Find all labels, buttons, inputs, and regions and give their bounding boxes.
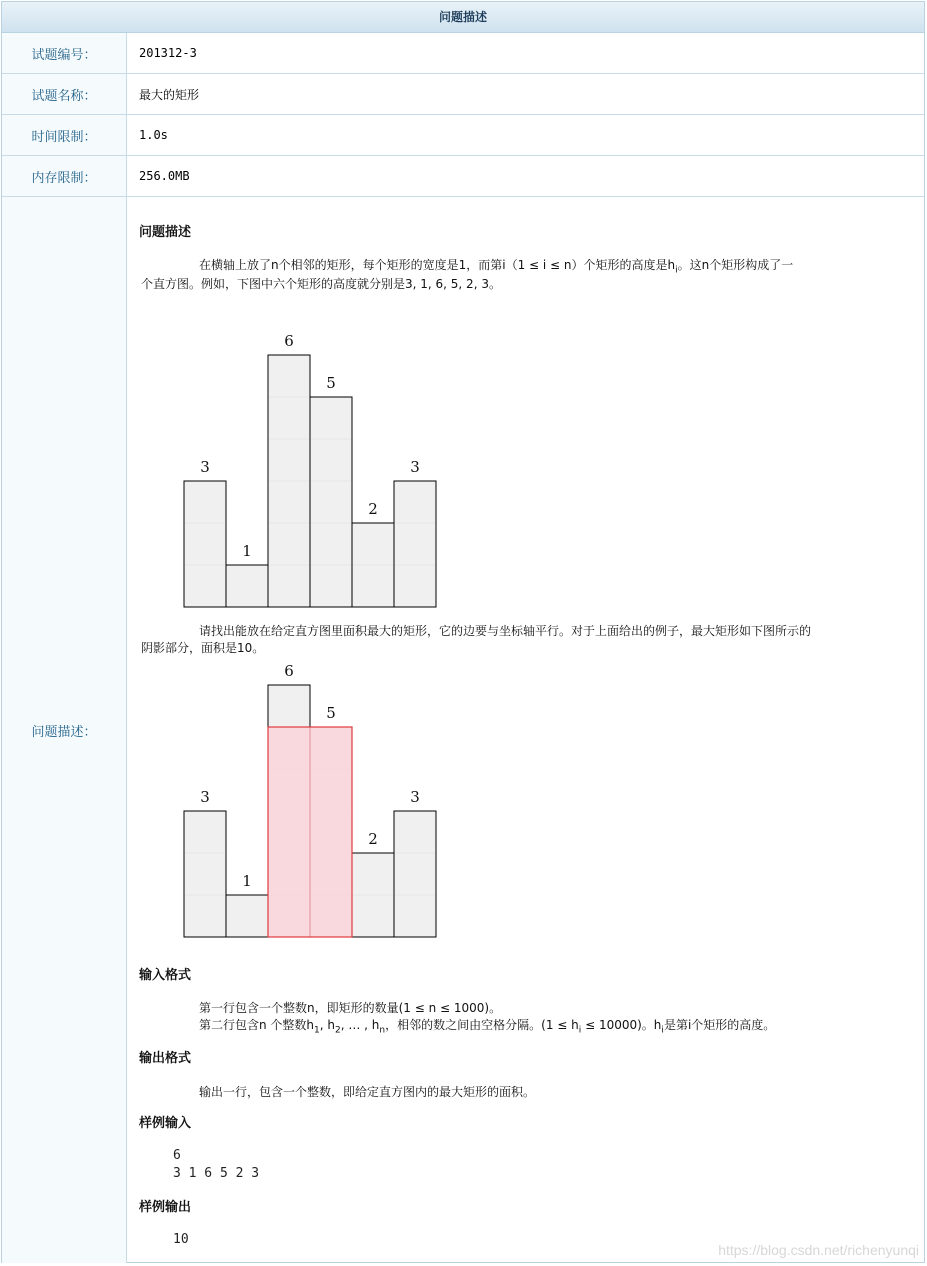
field-label: 内存限制：: [2, 156, 127, 196]
bar-value-label: 1: [242, 542, 252, 560]
field-row-id: [2, 33, 924, 74]
section-heading: 输入格式: [139, 968, 192, 983]
histogram-bar: [394, 811, 436, 937]
field-label: 试题编号：: [2, 33, 127, 73]
paragraph: 第一行包含一个整数n，即矩形的数量(1 ≤ n ≤ 1000)。: [199, 1001, 502, 1015]
field-row-name: [2, 74, 924, 115]
bar-value-label: 2: [368, 500, 378, 518]
paragraph: 在横轴上放了n个相邻的矩形，每个矩形的宽度是1，而第i（1 ≤ i ≤ n）个矩形的高度是$h_i$。这n个矩形构成了一: [199, 258, 794, 276]
field-value: 256.0MB: [139, 169, 190, 183]
bar-value-label: 3: [200, 458, 210, 476]
histogram-bar: [226, 895, 268, 937]
histogram-figure-2: [172, 657, 452, 947]
field-value: 1.0s: [139, 128, 168, 142]
field-value: 201312-3: [139, 46, 197, 60]
field-label: 问题描述：: [2, 197, 127, 1263]
section-heading: 样例输出: [139, 1200, 192, 1215]
field-label: 试题名称：: [2, 74, 127, 114]
bar-value-label: 3: [410, 788, 420, 806]
bar-value-label: 3: [410, 458, 420, 476]
panel-title: 问题描述: [2, 2, 924, 33]
sample-input-line: 3 1 6 5 2 3: [173, 1166, 260, 1181]
field-row-time: [2, 115, 924, 156]
bar-value-label: 5: [326, 704, 336, 722]
bar-value-label: 3: [200, 788, 210, 806]
bar-value-label: 5: [326, 374, 336, 392]
watermark: https://blog.csdn.net/richenyunqi: [718, 1242, 919, 1258]
section-heading: 问题描述: [139, 225, 192, 240]
field-value: 最大的矩形: [139, 87, 200, 102]
paragraph: 个直方图。例如，下图中六个矩形的高度就分别是3, 1, 6, 5, 2, 3。: [141, 277, 501, 291]
bar-value-label: 6: [284, 332, 294, 350]
section-heading: 样例输入: [139, 1116, 192, 1131]
paragraph: 请找出能放在给定直方图里面积最大的矩形，它的边要与坐标轴平行。对于上面给出的例子，最大矩形如下图所示的: [199, 624, 812, 638]
bar-value-label: 6: [284, 662, 294, 680]
histogram-bar: [226, 565, 268, 607]
problem-panel: [1, 1, 925, 1263]
histogram-figure-1: [172, 327, 452, 617]
section-heading: 输出格式: [139, 1051, 192, 1066]
description-row: [2, 197, 924, 1263]
histogram-bar: [310, 397, 352, 607]
field-row-memory: [2, 156, 924, 197]
bar-value-label: 2: [368, 830, 378, 848]
paragraph: 阴影部分，面积是10。: [141, 641, 265, 655]
paragraph: 第二行包含n 个整数$h_1$, $h_2$, … , $h_n$，相邻的数之间由空格分隔。$(1 \le h_i \le 10000)$。$h_i$是第i个矩形的高度。: [199, 1018, 776, 1036]
bar-value-label: 1: [242, 872, 252, 890]
histogram-bar: [394, 481, 436, 607]
paragraph: 输出一行，包含一个整数，即给定直方图内的最大矩形的面积。: [199, 1085, 536, 1099]
histogram-bar: [184, 481, 226, 607]
sample-input-line: 6: [173, 1148, 181, 1163]
histogram-bar: [184, 811, 226, 937]
field-label: 时间限制：: [2, 115, 127, 155]
sample-output-line: 10: [173, 1232, 189, 1247]
